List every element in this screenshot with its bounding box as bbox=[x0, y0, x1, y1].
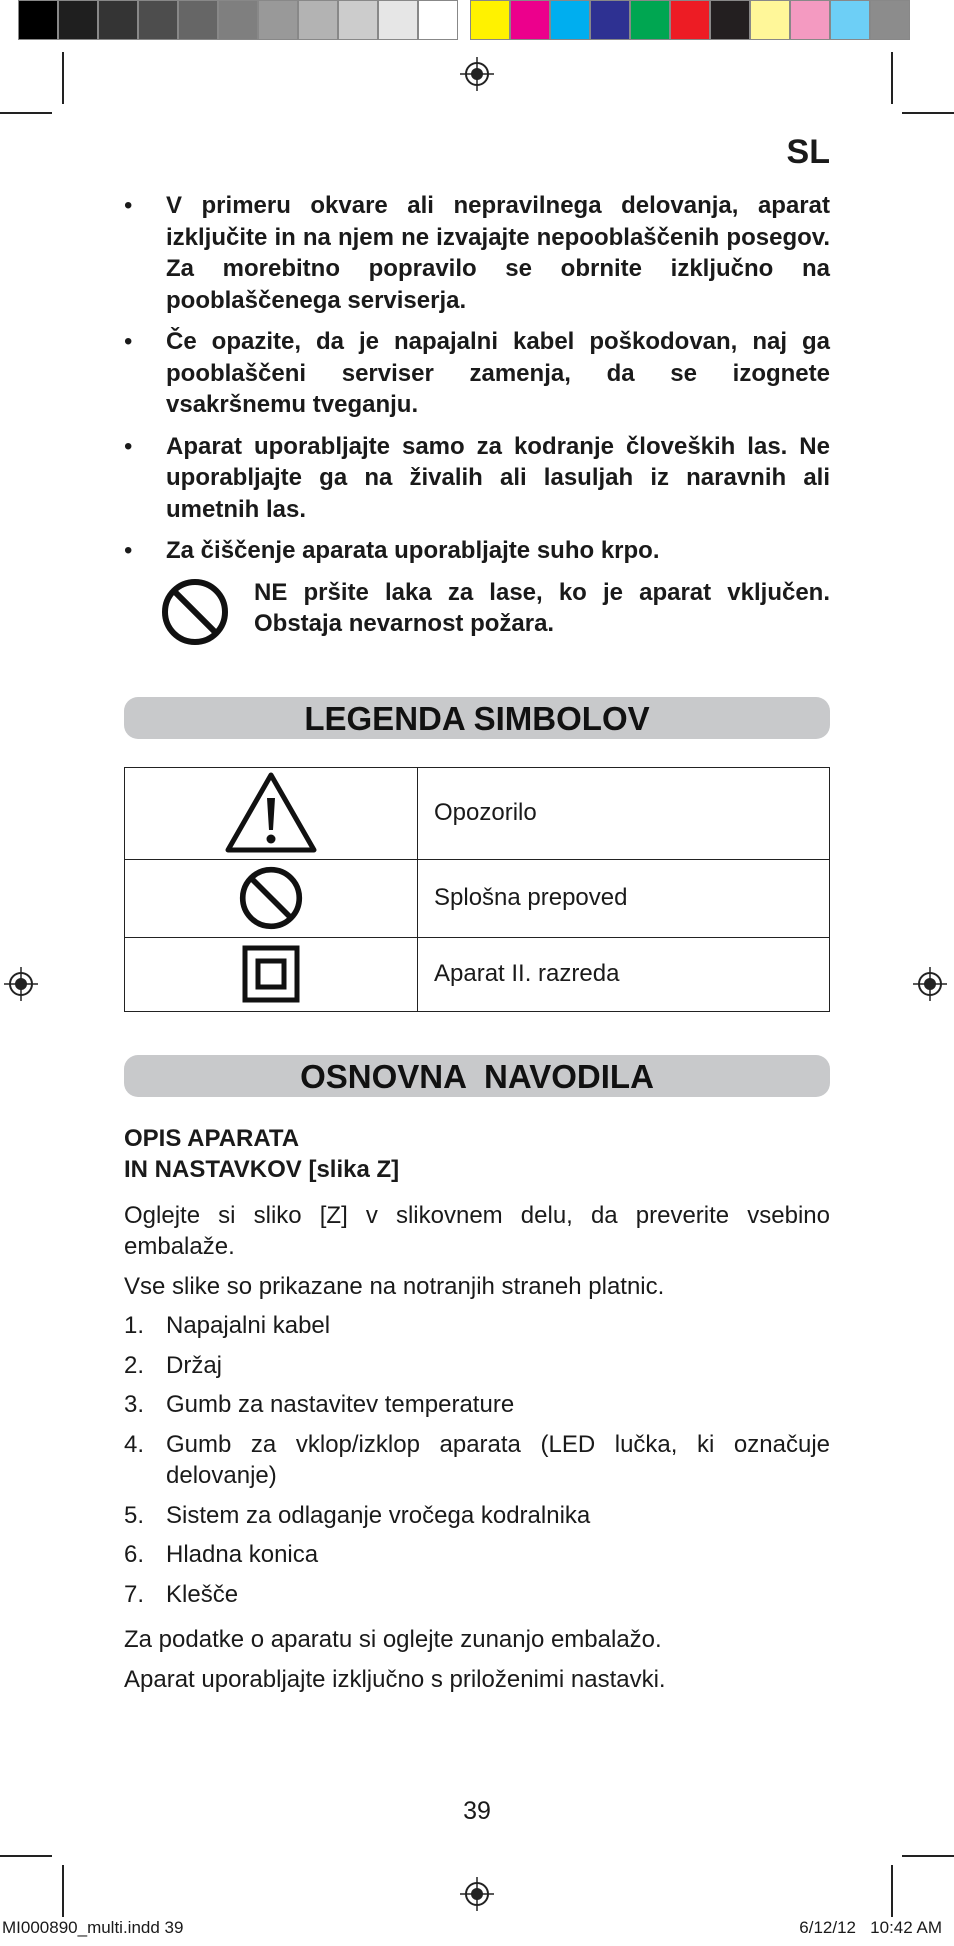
registration-mark-icon bbox=[4, 967, 38, 1001]
list-item: • Za čiščenje aparata uporabljajte suho krpo. bbox=[124, 535, 830, 567]
list-item bbox=[124, 1500, 830, 1532]
registration-mark-icon bbox=[460, 57, 494, 91]
page-content bbox=[124, 190, 830, 1695]
table-row bbox=[125, 767, 830, 859]
warning-text: NE pršite laka za lase, ko je aparat vključen. Obstaja nevarnost požara. bbox=[254, 578, 830, 637]
crop-mark bbox=[902, 112, 954, 114]
crop-mark bbox=[62, 52, 64, 104]
process-swatch bbox=[590, 0, 630, 40]
symbol-cell bbox=[125, 937, 418, 1011]
registration-mark-icon bbox=[460, 1877, 494, 1911]
crop-mark bbox=[891, 1865, 893, 1917]
footer-timestamp: 6/12/12 10:42 AM bbox=[799, 1918, 942, 1937]
list-item bbox=[124, 1350, 830, 1382]
item-number: 5. bbox=[124, 1501, 145, 1529]
symbol-cell bbox=[125, 859, 418, 937]
symbol-label: Opozorilo bbox=[418, 767, 830, 859]
parts-list bbox=[124, 1310, 830, 1610]
device-description-heading bbox=[124, 1123, 830, 1186]
gray-swatch bbox=[418, 0, 458, 40]
process-swatch bbox=[550, 0, 590, 40]
item-text: Klešče bbox=[166, 1580, 239, 1608]
list-item bbox=[124, 1429, 830, 1492]
item-number: 3. bbox=[124, 1391, 145, 1418]
process-swatch bbox=[630, 0, 670, 40]
gray-swatch bbox=[58, 0, 98, 40]
process-swatch bbox=[870, 0, 910, 40]
page-number: 39 bbox=[463, 1797, 491, 1825]
section-title-text: OSNOVNA NAVODILA bbox=[300, 1057, 654, 1095]
symbol-cell bbox=[125, 767, 418, 859]
gray-swatch bbox=[298, 0, 338, 40]
language-code: SL bbox=[786, 133, 830, 171]
symbol-label: Aparat II. razreda bbox=[418, 937, 830, 1011]
process-swatch bbox=[790, 0, 830, 40]
item-number: 2. bbox=[124, 1351, 145, 1379]
list-item: • V primeru okvare ali nepravilnega delovanja, aparat izključite in na njem ne izvajajte nepooblaščenih posegov. Za morebitno popravilo se obrnite izključno na pooblaščenega serviserja. bbox=[124, 190, 830, 316]
footer-file-info: MI000890_multi.indd 39 bbox=[2, 1918, 184, 1937]
prohibition-icon bbox=[160, 577, 230, 647]
list-item bbox=[124, 1539, 830, 1571]
gray-swatch bbox=[258, 0, 298, 40]
gray-swatch bbox=[338, 0, 378, 40]
crop-mark bbox=[0, 1855, 52, 1857]
process-swatch bbox=[750, 0, 790, 40]
color-registration-bar bbox=[18, 0, 910, 42]
paragraph: Aparat uporabljajte izključno s priloženimi nastavki. bbox=[124, 1665, 666, 1693]
gray-swatch bbox=[18, 0, 58, 40]
item-number: 1. bbox=[124, 1312, 145, 1339]
symbol-label: Splošna prepoved bbox=[418, 859, 830, 937]
item-number: 6. bbox=[124, 1541, 145, 1568]
list-item bbox=[124, 1310, 830, 1342]
gray-swatch bbox=[378, 0, 418, 40]
safety-bullet-list bbox=[124, 190, 830, 567]
crop-mark bbox=[62, 1865, 64, 1917]
symbol-legend-table bbox=[124, 767, 830, 1012]
gray-swatch bbox=[218, 0, 258, 40]
gray-swatch bbox=[98, 0, 138, 40]
table-row bbox=[125, 859, 830, 937]
item-text: Gumb za nastavitev temperature bbox=[166, 1391, 515, 1418]
process-swatch bbox=[470, 0, 510, 40]
hairspray-warning bbox=[124, 577, 830, 657]
section-title-text: LEGENDA SIMBOLOV bbox=[304, 699, 650, 737]
prohibition-icon bbox=[238, 865, 304, 931]
list-item: • Aparat uporabljajte samo za kodranje človeških las. Ne uporabljajte ga na živalih ali lasuljah iz naravnih ali umetnih las. bbox=[124, 431, 830, 526]
gray-swatch bbox=[178, 0, 218, 40]
table-row bbox=[125, 937, 830, 1011]
crop-mark bbox=[0, 112, 52, 114]
list-item bbox=[124, 1389, 830, 1421]
list-item bbox=[124, 1579, 830, 1611]
subhead-line: OPIS APARATA bbox=[124, 1124, 300, 1152]
paragraph: Za podatke o aparatu si oglejte zunanjo embalažo. bbox=[124, 1626, 662, 1653]
gray-swatch bbox=[138, 0, 178, 40]
item-text: Napajalni kabel bbox=[166, 1312, 331, 1339]
item-text: Držaj bbox=[166, 1351, 223, 1379]
registration-mark-icon bbox=[913, 967, 947, 1001]
crop-mark bbox=[891, 52, 893, 104]
bar-gap bbox=[458, 0, 470, 42]
paragraph: Vse slike so prikazane na notranjih straneh platnic. bbox=[124, 1272, 665, 1300]
process-swatch bbox=[670, 0, 710, 40]
crop-mark bbox=[902, 1855, 954, 1857]
process-swatch bbox=[710, 0, 750, 40]
basics-section-title bbox=[124, 1055, 830, 1097]
warning-triangle-icon bbox=[223, 770, 319, 856]
legend-section-title bbox=[124, 697, 830, 739]
item-text: Hladna konica bbox=[166, 1541, 319, 1568]
item-number: 4. bbox=[124, 1430, 145, 1458]
paragraph: Oglejte si sliko [Z] v slikovnem delu, da preverite vsebino embalaže. bbox=[124, 1201, 830, 1260]
item-text: Gumb za vklop/izklop aparata (LED lučka, ki označuje delovanje) bbox=[166, 1430, 830, 1489]
item-number: 7. bbox=[124, 1580, 145, 1608]
item-text: Sistem za odlaganje vročega kodralnika bbox=[166, 1501, 591, 1529]
list-item: • Če opazite, da je napajalni kabel poškodovan, naj ga pooblaščeni serviser zamenja, da se izognete vsakršnemu tveganju. bbox=[124, 326, 830, 421]
process-swatch bbox=[510, 0, 550, 40]
process-swatch bbox=[830, 0, 870, 40]
subhead-line: IN NASTAVKOV [slika Z] bbox=[124, 1156, 400, 1183]
class-ii-appliance-icon bbox=[242, 945, 300, 1003]
